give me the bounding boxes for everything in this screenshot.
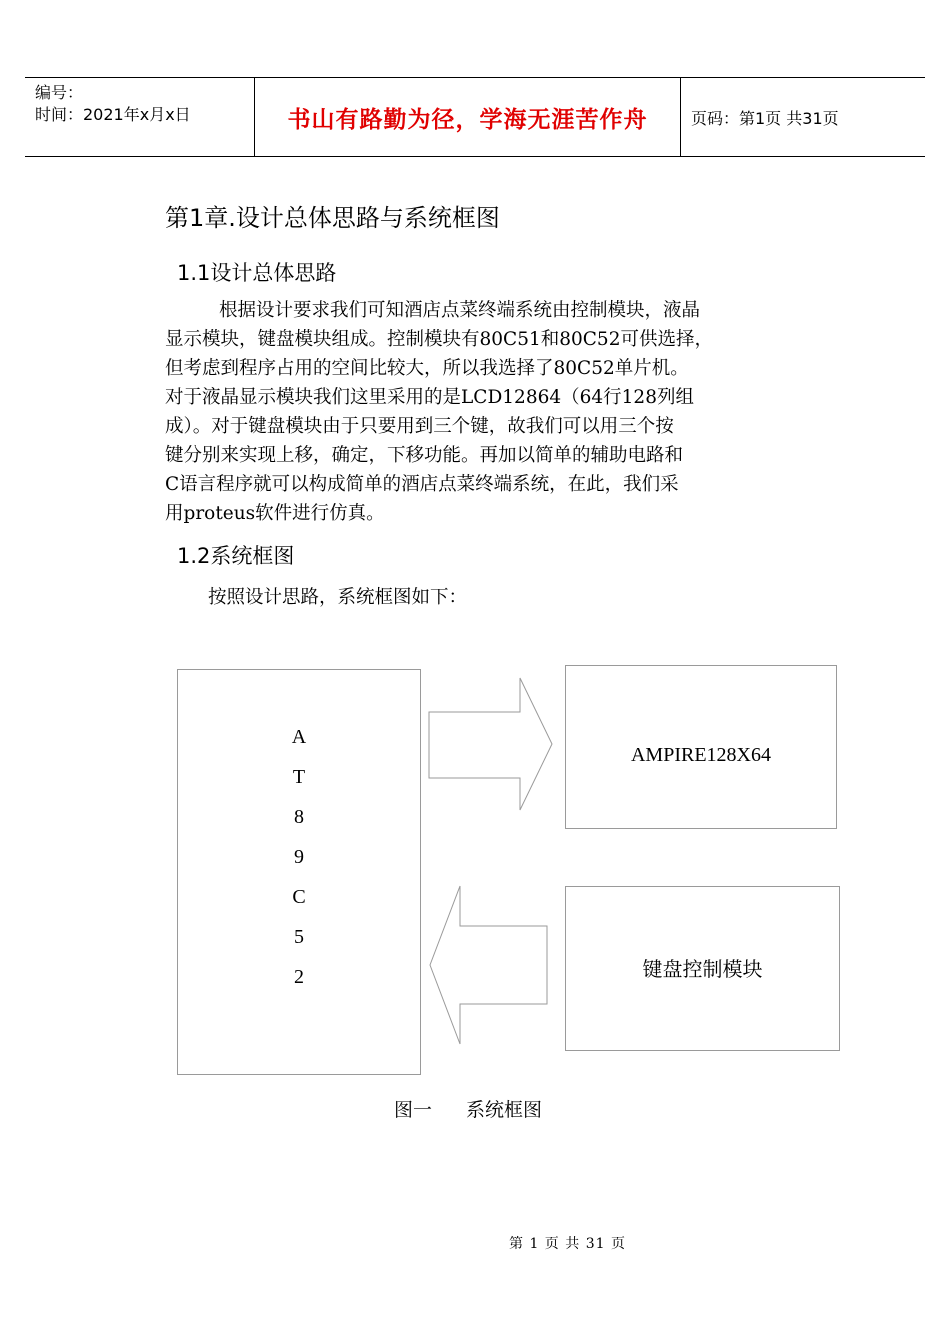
paragraph-line: 用proteus软件进行仿真。 (165, 503, 385, 524)
section-heading-1-2: 1.2系统框图 (177, 544, 295, 568)
figure-number: 图一 (394, 1099, 433, 1121)
figure-title: 系统框图 (466, 1099, 543, 1121)
mcu-letter: 2 (294, 966, 304, 988)
lcd-block-label: AMPIRE128X64 (630, 744, 771, 766)
paragraph-line: 根据设计要求我们可知酒店点菜终端系统由控制模块，液晶 (219, 300, 701, 321)
mcu-letter: A (291, 726, 307, 748)
document-number-label: 编号： (35, 83, 84, 102)
page-header (25, 77, 925, 157)
section-1-2-intro: 按照设计思路，系统框图如下： (208, 587, 468, 608)
paragraph-line: C语言程序就可以构成简单的酒店点菜终端系统，在此，我们采 (165, 474, 679, 495)
mcu-letter: T (292, 766, 306, 788)
paragraph-line: 键分别来实现上移，确定，下移功能。再加以简单的辅助电路和 (165, 445, 684, 466)
keyboard-block (565, 886, 840, 1051)
section-heading-1-1: 1.1设计总体思路 (177, 261, 337, 285)
mcu-letter: 8 (294, 806, 304, 828)
paragraph-line: 对于液晶显示模块我们这里采用的是LCD12864（64行128列组 (165, 387, 694, 408)
lcd-block (565, 665, 837, 829)
header-page-info: 页码：第1页 共31页 (691, 108, 839, 128)
mcu-block (177, 669, 421, 1075)
section-1-1-paragraph (165, 296, 805, 528)
page-footer: 第 1 页 共 31 页 (509, 1236, 626, 1252)
header-divider (680, 78, 681, 156)
mcu-letter: C (292, 886, 306, 908)
mcu-letter: 5 (294, 926, 304, 948)
paragraph-line: 显示模块，键盘模块组成。控制模块有80C51和80C52可供选择， (165, 329, 713, 350)
header-motto: 书山有路勤为径，学海无涯苦作舟 (287, 106, 648, 133)
arrow-left-from-keyboard (420, 880, 560, 1050)
document-time-label: 时间：2021年x月x日 (35, 105, 191, 124)
paragraph-line: 成）。对于键盘模块由于只要用到三个键，故我们可以用三个按 (165, 416, 674, 437)
chapter-title: 第1章.设计总体思路与系统框图 (165, 204, 500, 232)
arrow-right-to-lcd (420, 670, 560, 820)
paragraph-line: 但考虑到程序占用的空间比较大，所以我选择了80C52单片机。 (165, 358, 689, 379)
figure-caption (394, 1095, 542, 1122)
header-left-cell (35, 82, 191, 126)
keyboard-block-label: 键盘控制模块 (642, 957, 763, 981)
mcu-letter: 9 (294, 846, 304, 868)
